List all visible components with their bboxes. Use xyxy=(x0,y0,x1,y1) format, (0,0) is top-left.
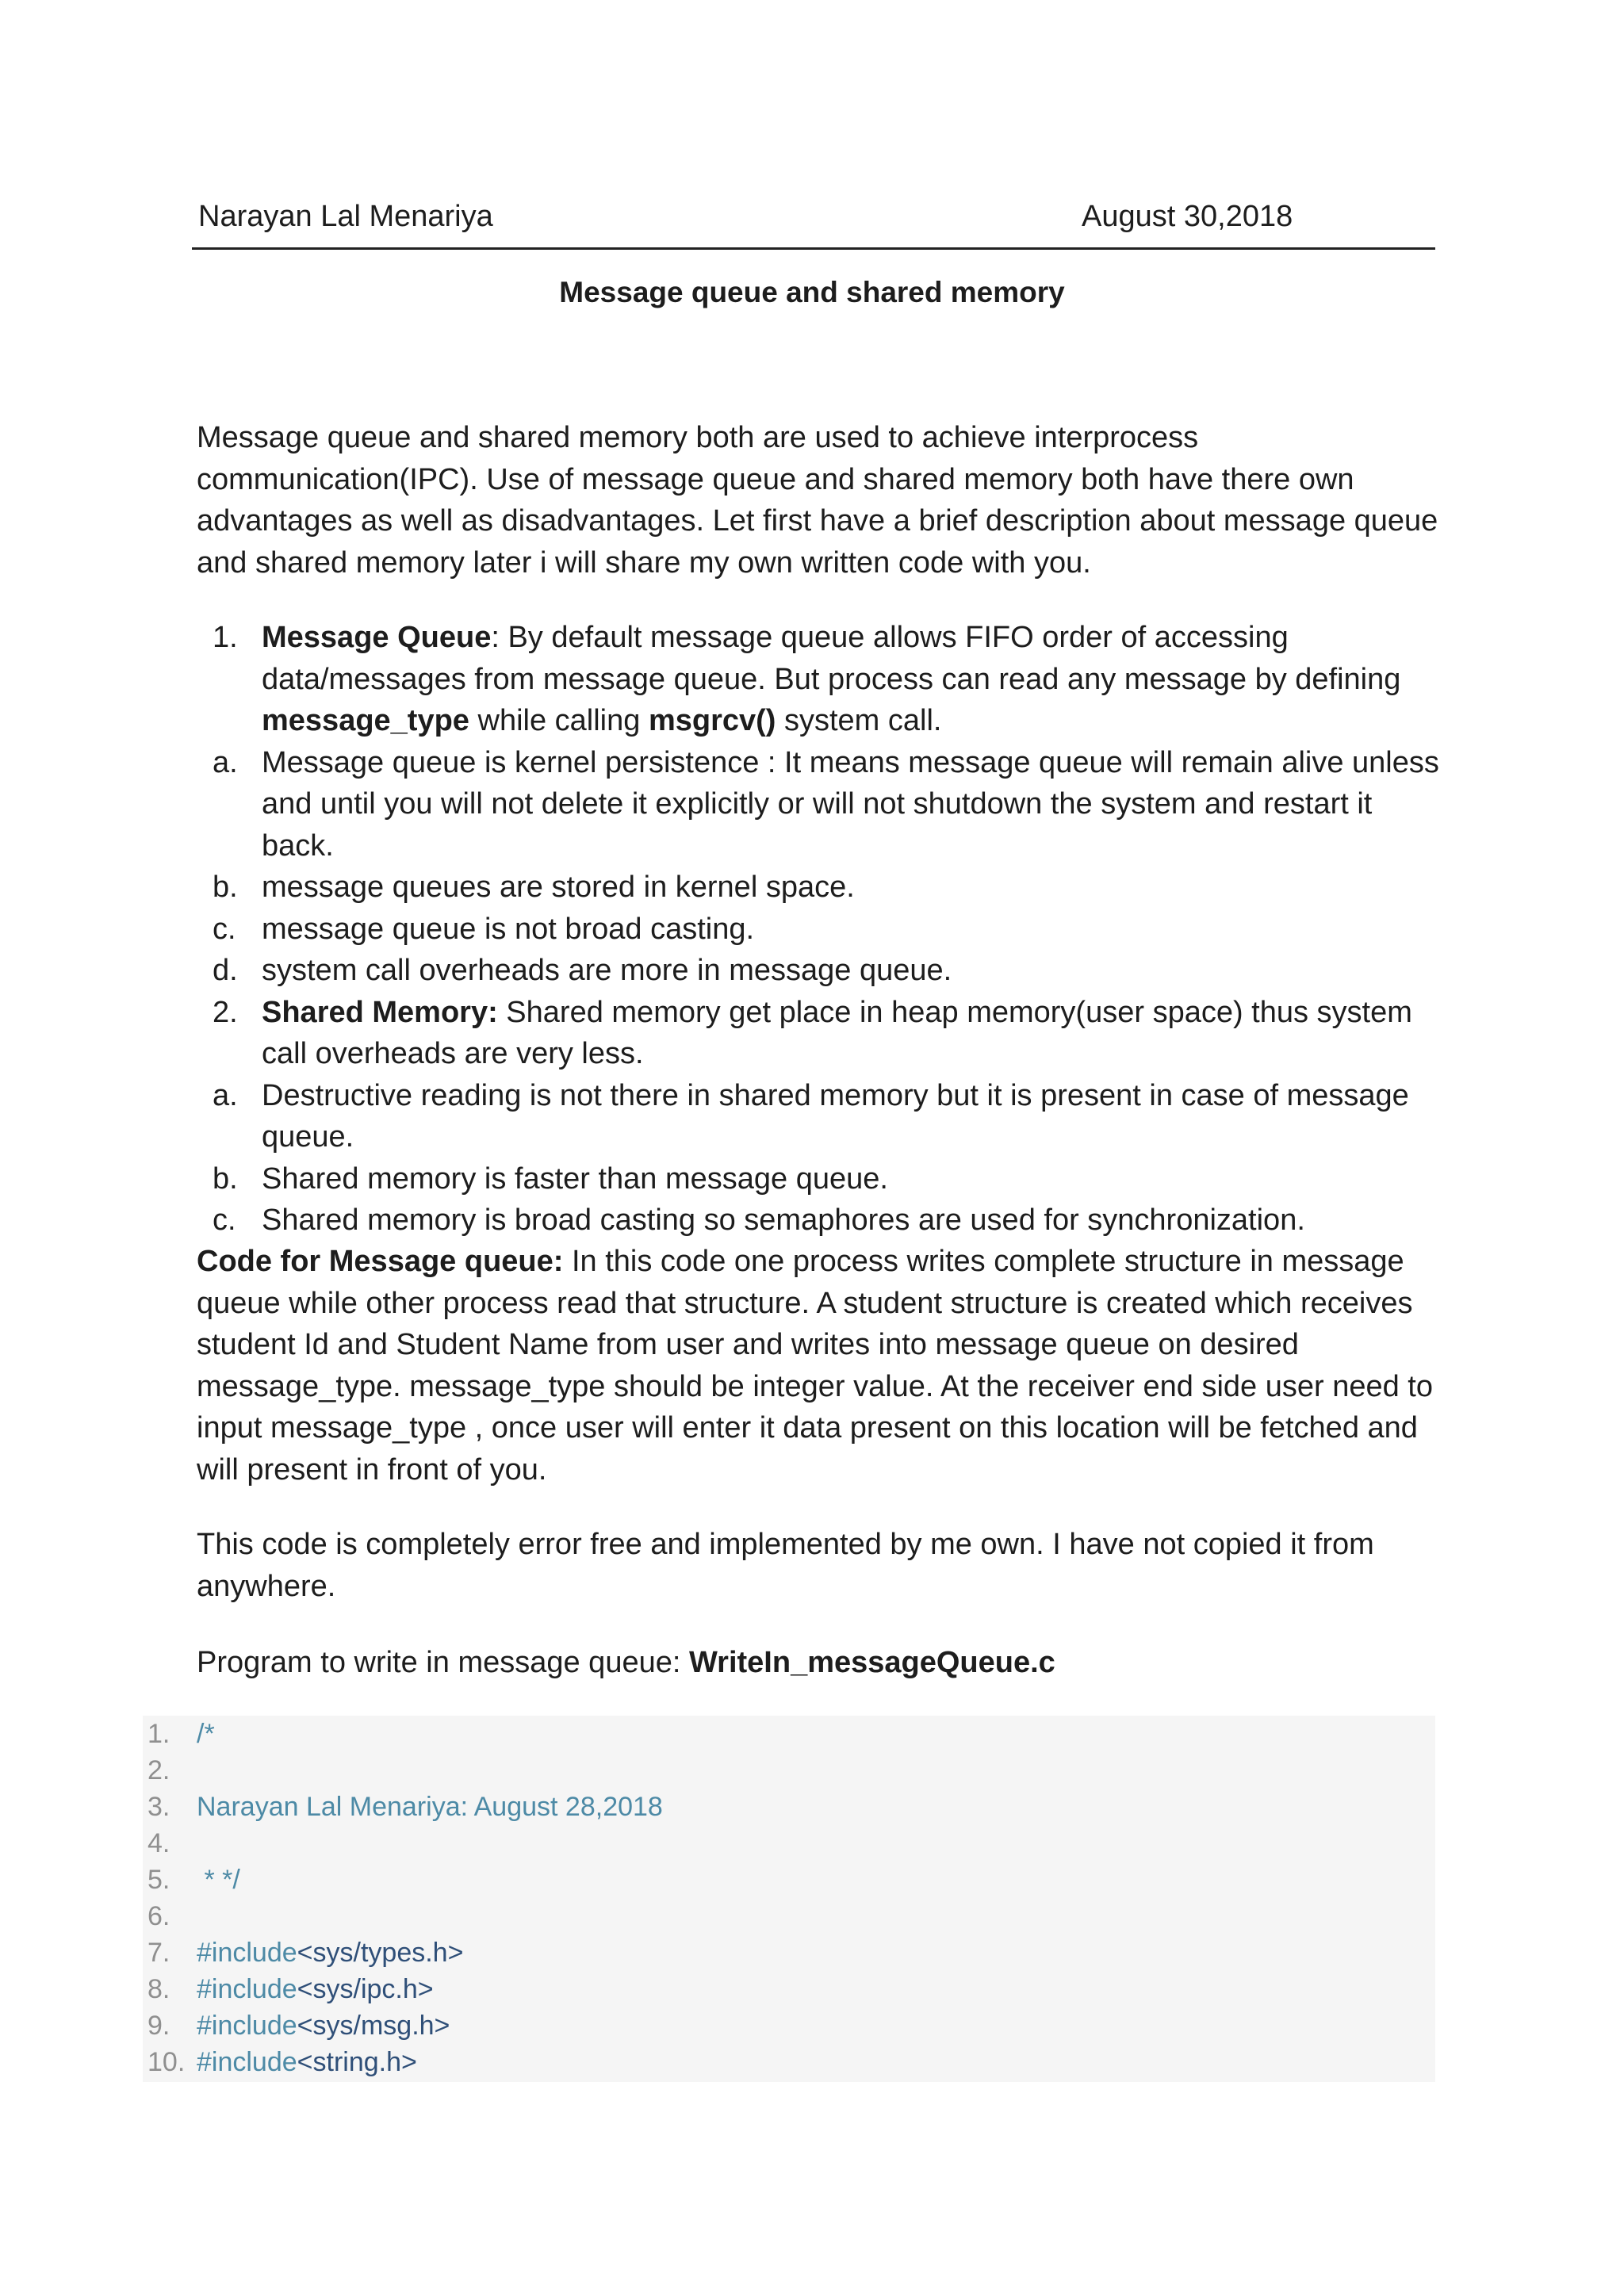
code-text: * */ xyxy=(197,1865,240,1895)
list-item-text: Destructive reading is not there in shared memory but it is present in case of message queue. xyxy=(262,1078,1409,1154)
code-text xyxy=(197,1934,463,1971)
code-line xyxy=(143,1825,1435,1862)
list-item-text: message queues are stored in kernel space. xyxy=(262,871,855,904)
ipc-list xyxy=(197,617,1442,1242)
include-header: <sys/types.h> xyxy=(297,1938,464,1968)
list-marker: d. xyxy=(213,954,238,987)
code-block xyxy=(143,1716,1435,2082)
code-line xyxy=(143,2007,1435,2044)
shared-memory-text: Shared memory get place in heap memory(user space) thus system call overheads are very less. xyxy=(262,995,1412,1070)
list-item-text: Shared memory is broad casting so semaphores are used for synchronization. xyxy=(262,1203,1305,1237)
line-number: 6. xyxy=(147,1901,170,1931)
error-free-paragraph xyxy=(197,1524,1442,1607)
list-item xyxy=(197,950,1442,992)
code-line xyxy=(143,1752,1435,1789)
list-item-text: Message queue is kernel persistence : It means message queue will remain alive unless and until you will not delete it explicitly or will not shutdown the system and restart it back. xyxy=(262,745,1439,863)
include-directive: #include xyxy=(197,1974,297,2004)
code-description-text xyxy=(197,1241,1442,1490)
include-header: <sys/ipc.h> xyxy=(297,1974,434,2004)
code-description xyxy=(197,1241,1442,1490)
code-text xyxy=(197,2007,450,2044)
code-line xyxy=(143,1789,1435,1825)
code-line xyxy=(143,2044,1435,2080)
list-item xyxy=(197,1200,1442,1242)
list-marker: a. xyxy=(213,745,238,779)
list-marker: a. xyxy=(213,1078,238,1112)
message-queue-text-c: system call. xyxy=(776,704,942,737)
list-marker: b. xyxy=(213,1161,238,1196)
program-filename: WriteIn_messageQueue.c xyxy=(688,1646,1055,1679)
list-item xyxy=(197,1158,1442,1200)
list-item xyxy=(197,909,1442,951)
message-queue-text-a: : By default message queue allows FIFO order of accessing data/messages from message queue. But process can read any message by defining xyxy=(262,621,1401,696)
code-line xyxy=(143,1971,1435,2007)
include-directive: #include xyxy=(197,2047,297,2077)
code-line xyxy=(143,1898,1435,1934)
list-item-text: message queue is not broad casting. xyxy=(262,912,755,946)
document-title: Message queue and shared memory xyxy=(559,276,1065,308)
line-number: 8. xyxy=(147,1974,170,2004)
code-text: Narayan Lal Menariya: August 28,2018 xyxy=(197,1792,663,1822)
code-text: /* xyxy=(197,1719,215,1749)
program-label: Program to write in message queue: xyxy=(197,1646,689,1679)
include-header: <sys/msg.h> xyxy=(297,2011,450,2041)
list-item-message-queue xyxy=(197,617,1442,742)
message-type-term: message_type xyxy=(262,704,469,737)
line-number: 10. xyxy=(147,2047,186,2077)
program-heading-text xyxy=(197,1642,1442,1684)
list-item-shared-memory xyxy=(197,992,1442,1075)
code-description-label: Code for Message queue: xyxy=(197,1245,564,1278)
line-number: 7. xyxy=(147,1938,170,1968)
list-marker: 1. xyxy=(213,621,238,654)
line-number: 5. xyxy=(147,1865,170,1895)
author-name: Narayan Lal Menariya xyxy=(198,200,493,233)
program-heading xyxy=(197,1642,1442,1684)
list-item xyxy=(197,867,1442,909)
intro-text: Message queue and shared memory both are used to achieve interprocess communication(IPC). Use of message queue and shared memory both have there own advantages as well as disadvantages. Let first have a brief description about message queue and shared memory later i will share my own written code with you. xyxy=(197,421,1438,580)
list-item-text: Shared memory is faster than message queue. xyxy=(262,1161,888,1196)
line-number: 1. xyxy=(147,1719,170,1749)
code-text xyxy=(197,1971,434,2007)
message-queue-text-b: while calling xyxy=(469,704,649,737)
code-text xyxy=(197,2044,417,2080)
include-directive: #include xyxy=(197,2011,297,2041)
code-line xyxy=(143,1862,1435,1898)
code-line xyxy=(143,1934,1435,1971)
list-marker: c. xyxy=(213,912,236,946)
list-marker: 2. xyxy=(213,995,238,1029)
include-header: <string.h> xyxy=(297,2047,417,2077)
message-queue-term: Message Queue xyxy=(262,621,492,654)
shared-memory-term: Shared Memory: xyxy=(262,995,498,1029)
list-marker: b. xyxy=(213,871,238,904)
header-date: August 30,2018 xyxy=(1082,200,1293,233)
list-item-text: system call overheads are more in message queue. xyxy=(262,954,952,987)
line-number: 3. xyxy=(147,1792,170,1822)
line-number: 9. xyxy=(147,2011,170,2041)
line-number: 2. xyxy=(147,1755,170,1785)
list-item xyxy=(197,1075,1442,1158)
msgrcv-term: msgrcv() xyxy=(648,704,776,737)
intro-paragraph xyxy=(197,417,1442,584)
list-item xyxy=(197,742,1442,867)
error-free-text: This code is completely error free and implemented by me own. I have not copied it from anywhere. xyxy=(197,1528,1374,1603)
code-description-body: In this code one process writes complete structure in message queue while other process read that structure. A student structure is created which receives student Id and Student Name from user and writes into message queue on desired message_type. message_type should be integer value. At the receiver end side user need to input message_type , once user will enter it data present on this location will be fetched and will present in front of you. xyxy=(197,1245,1433,1487)
list-marker: c. xyxy=(213,1203,236,1237)
page-header xyxy=(192,197,1435,250)
line-number: 4. xyxy=(147,1828,170,1858)
code-line xyxy=(143,1716,1435,1752)
include-directive: #include xyxy=(197,1938,297,1968)
